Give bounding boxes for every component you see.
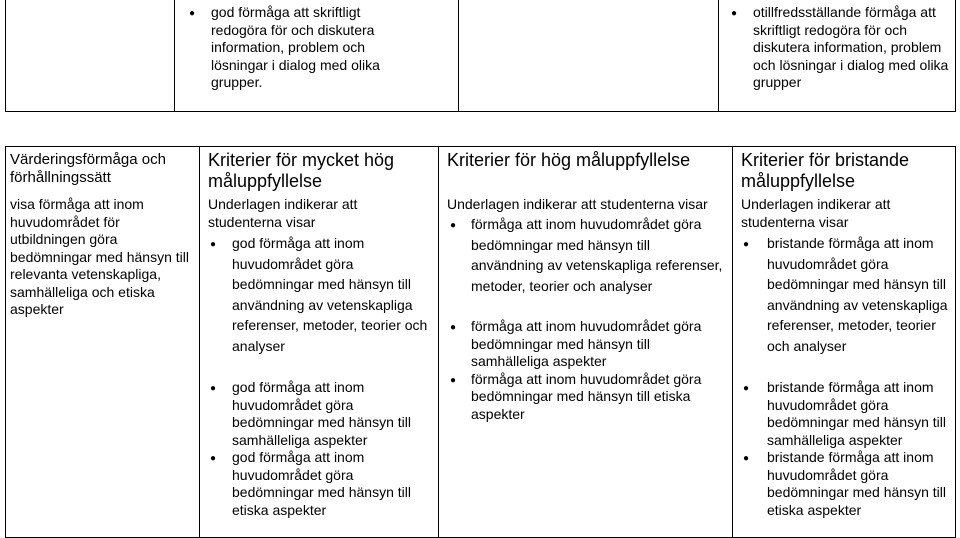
col4-bullet-list <box>743 233 951 519</box>
bullet-icon: ● <box>210 453 217 464</box>
bullet-icon: ● <box>743 453 750 464</box>
criteria-header-col2 <box>199 146 439 194</box>
top-left-text: god förmåga att skriftligt redogöra för och diskutera information, problem och lösningar i dialog med olika grupper. <box>211 4 380 90</box>
bullet-icon: ● <box>731 8 738 19</box>
bullet-icon: ● <box>450 322 457 333</box>
criteria-header-col3 <box>438 146 733 194</box>
bullet-icon: ● <box>743 239 750 250</box>
bullet-icon: ● <box>210 239 217 250</box>
top-table-left-spacer <box>5 0 175 112</box>
list-item: ● god förmåga att inom huvudområdet göra bedömningar med hänsyn till användning av vetenskapliga referenser, metoder, teorier och analyser <box>210 235 428 354</box>
criteria-header-col1 <box>5 146 200 194</box>
list-item: ● bristande förmåga att inom huvudområdet göra bedömningar med hänsyn till samhälleliga aspekter <box>743 379 946 448</box>
bullet-icon: ● <box>210 383 217 394</box>
criteria-body-col1 <box>5 193 200 538</box>
criteria-body-col3 <box>438 193 733 538</box>
bullet-icon: ● <box>450 220 457 231</box>
header-high: Kriterier för hög måluppfyllelse <box>447 150 691 170</box>
criteria-body-col2 <box>199 193 439 538</box>
col3-bullet-list <box>450 214 726 423</box>
list-item: ● förmåga att inom huvudområdet göra bedömningar med hänsyn till användning av vetenskapliga referenser, metoder, teorier och analyser <box>450 216 723 294</box>
objective-text: visa förmåga att inom huvudområdet för utbildningen göra bedömningar med hänsyn till relevanta vetenskapliga, samhälleliga och etiska aspekter <box>10 196 189 317</box>
col2-bullet-list <box>210 233 432 519</box>
col4-intro: Underlagen indikerar att studenterna visar <box>741 196 891 230</box>
top-table-cell-right <box>718 0 956 112</box>
top-table-cell-middle <box>458 0 719 112</box>
list-item: ● god förmåga att inom huvudområdet göra bedömningar med hänsyn till samhälleliga aspekter <box>210 379 411 448</box>
bullet-icon: ● <box>450 374 457 386</box>
list-item: ● förmåga att inom huvudområdet göra bedömningar med hänsyn till samhälleliga aspekter <box>450 318 702 369</box>
header-very-high: Kriterier för mycket hög måluppfyllelse <box>208 150 395 191</box>
bullet-icon: ● <box>743 383 750 394</box>
top-right-text: otillfredsställande förmåga att skriftligt redogöra för och diskutera information, problem och lösningar i dialog med olika grupper <box>753 4 949 90</box>
list-item: ● bristande förmåga att inom huvudområdet göra bedömningar med hänsyn till etiska aspekter <box>743 449 946 518</box>
criteria-body-col4 <box>732 193 956 538</box>
top-table-cell-left <box>174 0 459 112</box>
bullet-icon: ● <box>189 8 196 19</box>
col3-intro: Underlagen indikerar att studenterna visar <box>447 196 708 212</box>
col2-intro: Underlagen indikerar att studenterna visar <box>208 196 358 230</box>
header-insufficient: Kriterier för bristande måluppfyllelse <box>741 150 910 191</box>
header-values-attitudes: Värderingsförmåga och förhållningssätt <box>10 151 166 186</box>
list-item: ● förmåga att inom huvudområdet göra bedömningar med hänsyn till etiska aspekter <box>450 370 702 422</box>
list-item: ● god förmåga att inom huvudområdet göra bedömningar med hänsyn till etiska aspekter <box>210 449 411 518</box>
list-item: ● bristande förmåga att inom huvudområdet göra bedömningar med hänsyn till användning av vetenskapliga referenser, metoder, teorier och analyser <box>743 235 948 354</box>
criteria-header-col4 <box>732 146 956 194</box>
